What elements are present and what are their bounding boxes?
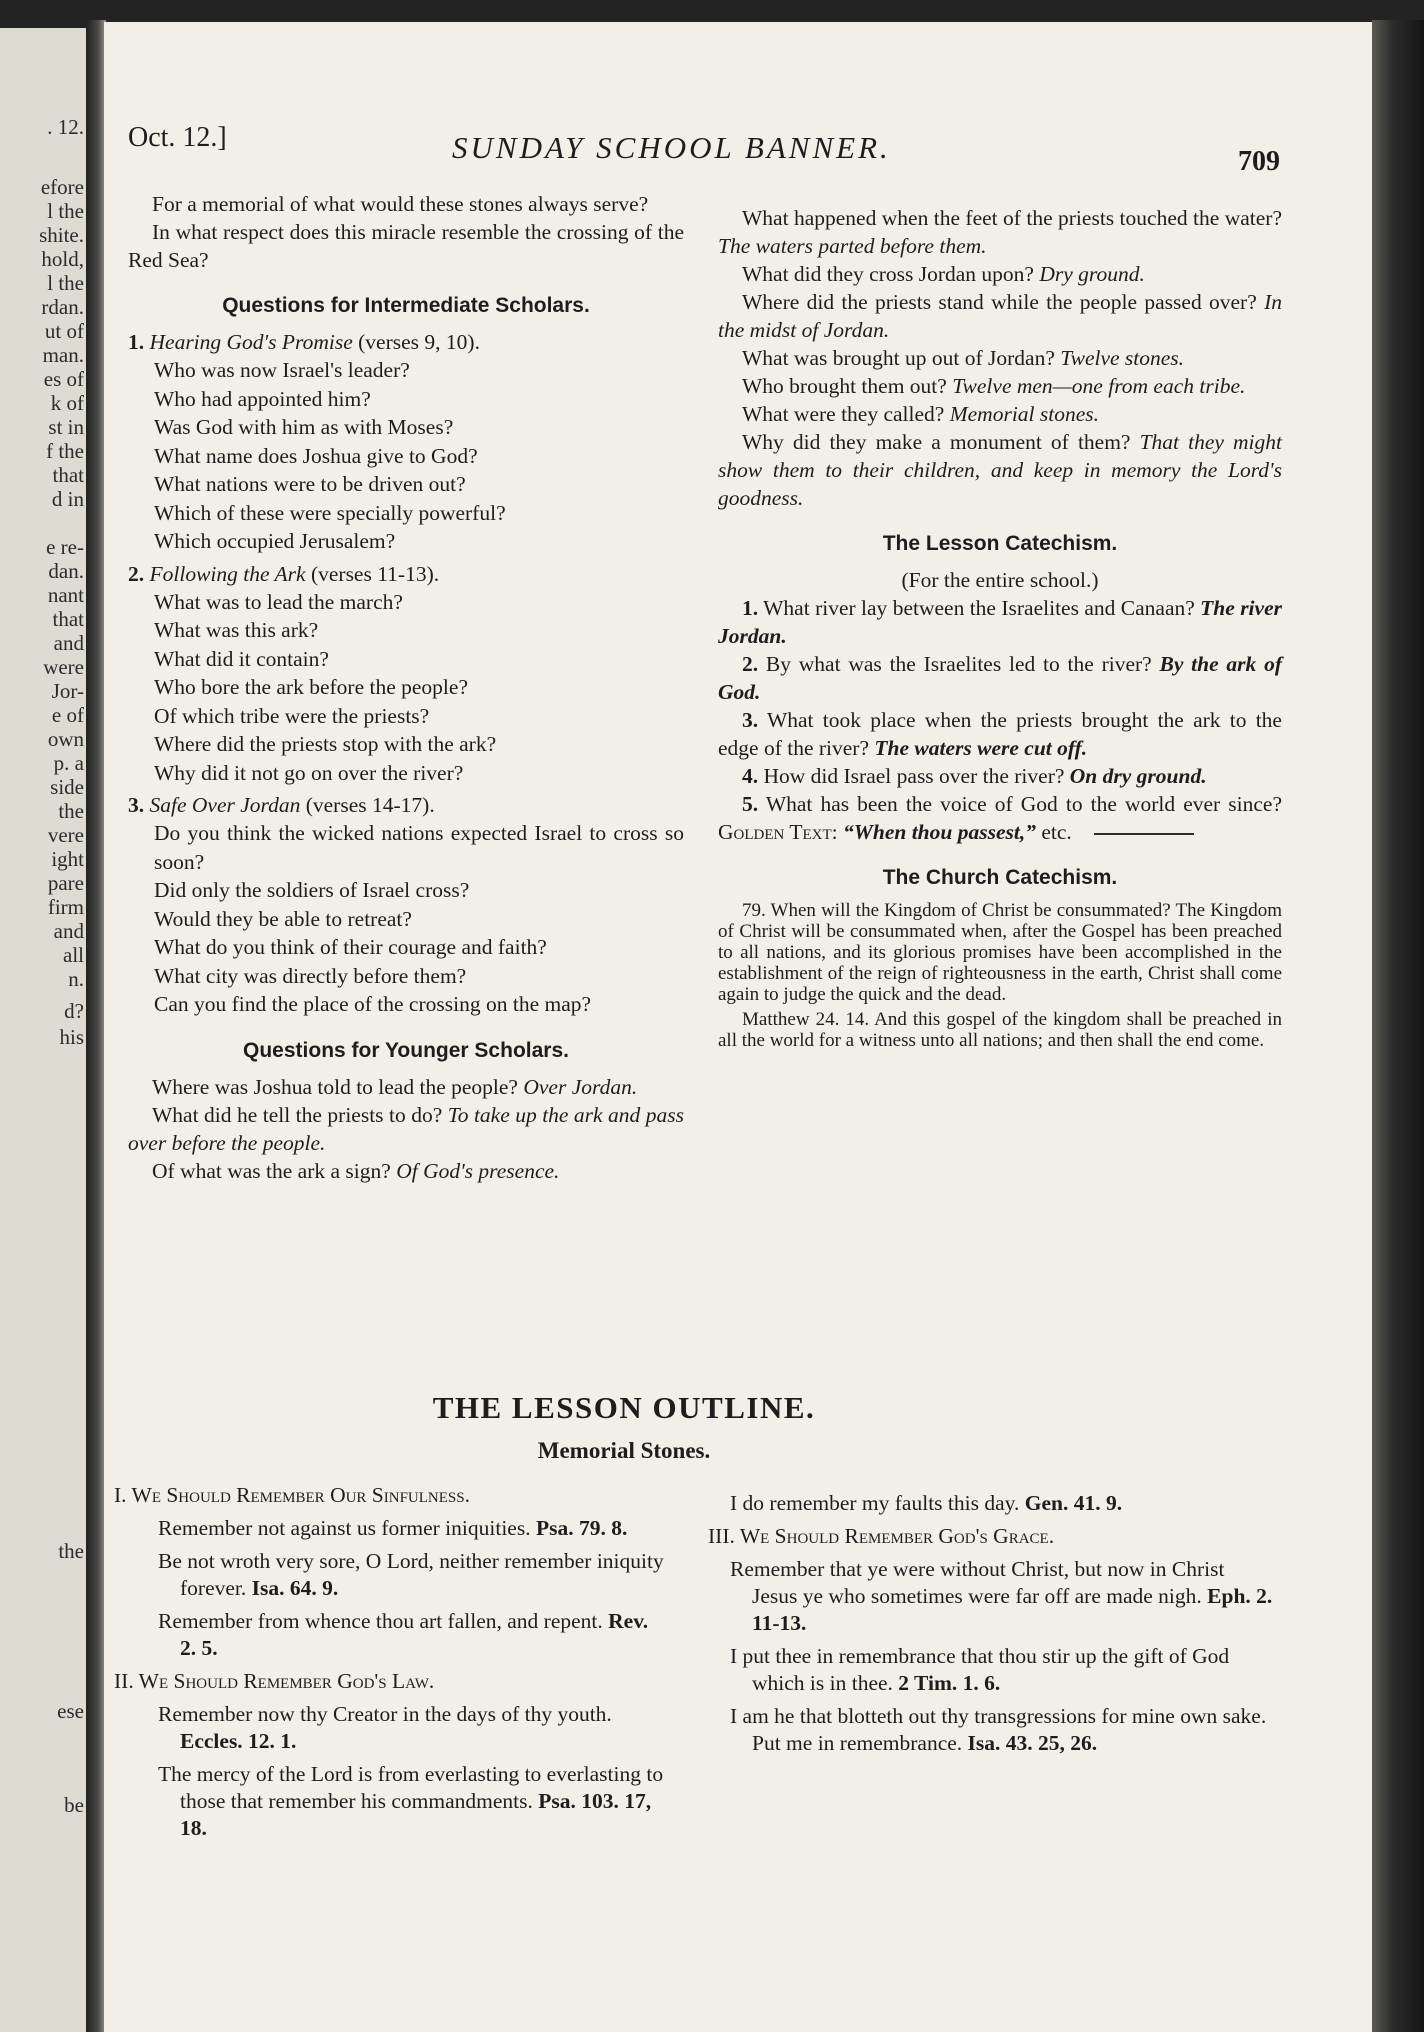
- answer: Twelve stones.: [1060, 346, 1185, 370]
- outline-item: [708, 1643, 1274, 1697]
- verse-reference: (verses 14-17).: [305, 793, 435, 817]
- previous-page-line: rdan.: [41, 295, 84, 319]
- outline-text: Remember now thy Creator in the days of thy youth.: [158, 1702, 612, 1726]
- question: What name does Joshua give to God?: [154, 443, 478, 468]
- question: What has been the voice of God to the world ever since?: [765, 792, 1282, 816]
- etc: etc.: [1041, 820, 1072, 844]
- answer: The river Jordan.: [718, 596, 1282, 648]
- outline-text: I do remember my faults this day.: [730, 1491, 1020, 1515]
- scripture-reference: Isa. 43. 25, 26.: [967, 1731, 1098, 1755]
- question: Can you find the place of the crossing on the map?: [154, 992, 592, 1016]
- topic-heading: [128, 791, 684, 819]
- topic-number: 1.: [128, 330, 145, 354]
- answer: Over Jordan.: [523, 1074, 638, 1099]
- question: What did they cross Jordan upon?: [742, 262, 1034, 286]
- outline-text: Remember that ye were without Christ, but now in Christ Jesus ye who sometimes were far off are made nigh.: [730, 1557, 1225, 1608]
- previous-page-line: be: [64, 1793, 84, 1817]
- answer: To take up the ark and pass over before the people.: [128, 1102, 685, 1155]
- answer: The waters parted before them.: [718, 234, 987, 258]
- previous-page-line: ight: [51, 847, 84, 871]
- question-answer: [718, 400, 1282, 428]
- answer: That they might show them to their children, and keep in memory the Lord's goodness.: [718, 430, 1283, 510]
- question-answer: [718, 260, 1282, 288]
- previous-page-line: man.: [42, 343, 84, 367]
- item-number: 3.: [742, 708, 759, 732]
- question: What took place when the priests brought the ark to the edge of the river?: [718, 708, 1282, 760]
- previous-page-line: and: [53, 919, 84, 943]
- golden-text-label: Golden Text: [718, 820, 832, 844]
- topic-number: 3.: [128, 793, 145, 817]
- right-column: [718, 204, 1282, 1051]
- question: What river lay between the Israelites and Canaan?: [763, 596, 1195, 620]
- section-heading: Questions for Intermediate Scholars.: [222, 294, 590, 317]
- outline-item: [136, 1608, 668, 1662]
- question-answer: [718, 372, 1282, 400]
- previous-page-line: hold,: [41, 247, 84, 271]
- paragraph: For a memorial of what would these stones always serve?: [152, 192, 649, 216]
- question: What was brought up out of Jordan?: [742, 346, 1055, 370]
- outline-text: I put thee in remembrance that thou stir up the gift of God which is in thee.: [730, 1644, 1230, 1695]
- outline-item: [136, 1701, 668, 1755]
- question-answer: [718, 204, 1282, 260]
- previous-page-line: ese: [57, 1699, 84, 1723]
- answer: The waters were cut off.: [874, 736, 1088, 760]
- divider-rule: [1094, 833, 1194, 835]
- scripture-reference: Gen. 41. 9.: [1024, 1491, 1123, 1515]
- running-title: SUNDAY SCHOOL BANNER.: [452, 130, 891, 165]
- topic-title: Following the Ark: [149, 561, 306, 586]
- left-column: [128, 190, 684, 1185]
- section-heading: Questions for Younger Scholars.: [243, 1038, 569, 1062]
- previous-page-line: d?: [64, 999, 84, 1023]
- topic-heading: [128, 560, 684, 588]
- outline-right-column: [708, 1490, 1274, 1763]
- item-number: 5.: [742, 792, 759, 816]
- question-answer: [718, 288, 1282, 344]
- outline-heading: III. We Should Remember God's Grace.: [708, 1524, 1055, 1548]
- catechism-item: [718, 594, 1282, 650]
- question: By what was the Israelites led to the river?: [765, 652, 1152, 676]
- question: Of which tribe were the priests?: [154, 703, 430, 728]
- previous-page-line: st in: [48, 415, 84, 439]
- item-number: 1.: [742, 596, 759, 620]
- outline-item: [136, 1761, 668, 1842]
- outline-text: The mercy of the Lord is from everlasting to everlasting to those that remember his commandments.: [158, 1762, 664, 1813]
- previous-page-line: shite.: [39, 223, 84, 247]
- question-answer: [718, 428, 1282, 512]
- previous-page-line: dan.: [48, 559, 84, 583]
- question: What was to lead the march?: [154, 589, 403, 614]
- outline-text: Remember from whence thou art fallen, and repent.: [158, 1609, 603, 1633]
- outline-text: Remember not against us former iniquities.: [158, 1516, 531, 1540]
- previous-page-line: k of: [50, 391, 84, 415]
- catechism-item: [718, 762, 1282, 790]
- question: Of what was the ark a sign?: [152, 1158, 391, 1183]
- previous-page-line: that: [52, 463, 84, 487]
- answer: Memorial stones.: [949, 402, 1100, 426]
- previous-page-line: ut of: [44, 319, 84, 343]
- previous-page-line: es of: [43, 367, 84, 391]
- question: Who brought them out?: [742, 374, 947, 398]
- topic-title: Safe Over Jordan: [149, 793, 301, 817]
- book-binding: [86, 20, 106, 2032]
- question: Who had appointed him?: [154, 386, 371, 411]
- previous-page-line: the: [58, 1539, 84, 1563]
- answer: Of God's presence.: [396, 1158, 560, 1183]
- question-answer: [718, 344, 1282, 372]
- question: How did Israel pass over the river?: [763, 764, 1065, 788]
- question: What happened when the feet of the priests touched the water?: [742, 206, 1282, 230]
- question-answer: [128, 1157, 684, 1185]
- verse-reference: (verses 9, 10).: [358, 330, 480, 354]
- previous-page-line: side: [50, 775, 84, 799]
- previous-page-line: own: [47, 727, 84, 751]
- question: Did only the soldiers of Israel cross?: [154, 878, 470, 902]
- answer: Dry ground.: [1039, 262, 1145, 286]
- previous-page-line: . 12.: [47, 115, 84, 139]
- previous-page-line: that: [52, 607, 84, 631]
- question: Would they be able to retreat?: [154, 906, 412, 931]
- scripture-reference: Eph. 2. 11-13.: [752, 1584, 1273, 1635]
- catechism-item: [718, 650, 1282, 706]
- previous-page-line: the: [58, 799, 84, 823]
- previous-page-line: e of: [51, 703, 84, 727]
- previous-page-line: all: [63, 943, 84, 967]
- section-heading: The Lesson Catechism.: [882, 532, 1118, 555]
- paragraph: In what respect does this miracle resemble the crossing of the Red Sea?: [128, 220, 684, 272]
- outline-item: [708, 1703, 1274, 1757]
- answer: On dry ground.: [1069, 764, 1207, 788]
- previous-page-line: l the: [47, 271, 84, 295]
- topic-heading: [128, 328, 684, 356]
- outline-text: I am he that blotteth out thy transgressions for mine own sake. Put me in remembrance.: [730, 1704, 1267, 1755]
- outline-subtitle: Memorial Stones.: [537, 1438, 711, 1463]
- question: What was this ark?: [154, 618, 319, 642]
- question: Where was Joshua told to lead the people?: [152, 1074, 518, 1099]
- question: What do you think of their courage and faith?: [154, 935, 547, 959]
- scripture-reference: Psa. 103. 17, 18.: [180, 1789, 652, 1840]
- answer: Twelve men—one from each tribe.: [952, 374, 1246, 398]
- scripture-reference: Rev. 2. 5.: [180, 1609, 649, 1660]
- question: Was God with him as with Moses?: [154, 415, 454, 439]
- verse-reference: (verses 11-13).: [310, 561, 440, 586]
- answer: “When thou passest,”: [843, 820, 1036, 844]
- previous-page-line: and: [53, 631, 84, 655]
- previous-page-line: firm: [47, 895, 84, 919]
- scripture-reference: Isa. 64. 9.: [251, 1576, 339, 1600]
- question: Who bore the ark before the people?: [154, 675, 468, 699]
- previous-page-line: n.: [68, 967, 84, 991]
- previous-page-line: d in: [51, 487, 84, 511]
- previous-page-line: f the: [46, 439, 84, 463]
- scripture-reference: Eccles. 12. 1.: [180, 1729, 297, 1753]
- outline-item: [708, 1556, 1274, 1637]
- question: Who was now Israel's leader?: [154, 358, 410, 382]
- outline-heading: I. We Should Remember Our Sinfulness.: [114, 1483, 470, 1507]
- question: Which occupied Jerusalem?: [154, 529, 396, 553]
- scripture-text: Matthew 24. 14. And this gospel of the kingdom shall be preached in all the world for a witness unto all nations; and then shall the end come.: [718, 1009, 1282, 1051]
- question: What city was directly before them?: [154, 963, 467, 988]
- previous-page-line: p. a: [53, 751, 84, 775]
- outline-heading: II. We Should Remember God's Law.: [114, 1669, 435, 1693]
- scripture-reference: 2 Tim. 1. 6.: [898, 1671, 1001, 1695]
- previous-page-line: his: [59, 1025, 84, 1049]
- topic-number: 2.: [128, 561, 145, 586]
- topic-title: Hearing God's Promise: [149, 330, 353, 354]
- outline-item: [708, 1490, 1274, 1517]
- outline-left-column: [114, 1478, 668, 1848]
- previous-page-line: e re-: [46, 535, 84, 559]
- question: What did it contain?: [154, 646, 329, 671]
- question: What did he tell the priests to do?: [152, 1102, 443, 1127]
- answer: In the midst of Jordan.: [718, 290, 1282, 342]
- question-answer: [128, 1101, 684, 1157]
- question: What were they called?: [742, 402, 945, 426]
- item-number: 2.: [742, 652, 759, 676]
- question: Why did they make a monument of them?: [742, 430, 1131, 454]
- previous-page-line: l the: [47, 199, 84, 223]
- section-heading: The Church Catechism.: [882, 866, 1118, 889]
- question: Why did it not go on over the river?: [154, 760, 464, 785]
- previous-page-line: efore: [40, 175, 84, 199]
- church-catechism-text: 79. When will the Kingdom of Christ be consummated? The Kingdom of Christ will be consummated when, after the Gospel has been preached to all nations, and its glorious promises have been accomplished in the establishment of the reign of righteousness in the earth, Christ shall come again to judge the quick and the dead.: [718, 900, 1282, 1005]
- question: Where did the priests stand while the people passed over?: [742, 290, 1257, 314]
- section-subheading: (For the entire school.): [901, 568, 1099, 592]
- outline-title: THE LESSON OUTLINE.: [432, 1390, 816, 1425]
- previous-page-line: vere: [47, 823, 84, 847]
- page-number: 709: [1238, 146, 1280, 177]
- previous-page-line: nant: [47, 583, 84, 607]
- previous-page-line: pare: [47, 871, 84, 895]
- item-number: 4.: [742, 764, 759, 788]
- question-answer: [128, 1073, 684, 1101]
- outline-item: [136, 1515, 668, 1542]
- scripture-reference: Psa. 79. 8.: [535, 1516, 628, 1540]
- question: Do you think the wicked nations expected Israel to cross so soon?: [154, 821, 684, 874]
- question: Which of these were specially powerful?: [154, 500, 506, 525]
- question: Where did the priests stop with the ark?: [154, 732, 497, 756]
- previous-page-line: Jor-: [51, 679, 84, 703]
- outline-item: [136, 1548, 668, 1602]
- header-date: Oct. 12.]: [128, 122, 227, 153]
- answer: By the ark of God.: [718, 652, 1282, 704]
- catechism-item: [718, 706, 1282, 762]
- question: What nations were to be driven out?: [154, 472, 466, 496]
- page-edge: [1372, 20, 1424, 2032]
- outline-text: Be not wroth very sore, O Lord, neither remember iniquity forever.: [158, 1549, 664, 1600]
- previous-page-line: were: [43, 655, 84, 679]
- catechism-item: 5. What has been the voice of God to the world ever since? Golden Text: “When thou passest,” etc.: [718, 792, 1282, 844]
